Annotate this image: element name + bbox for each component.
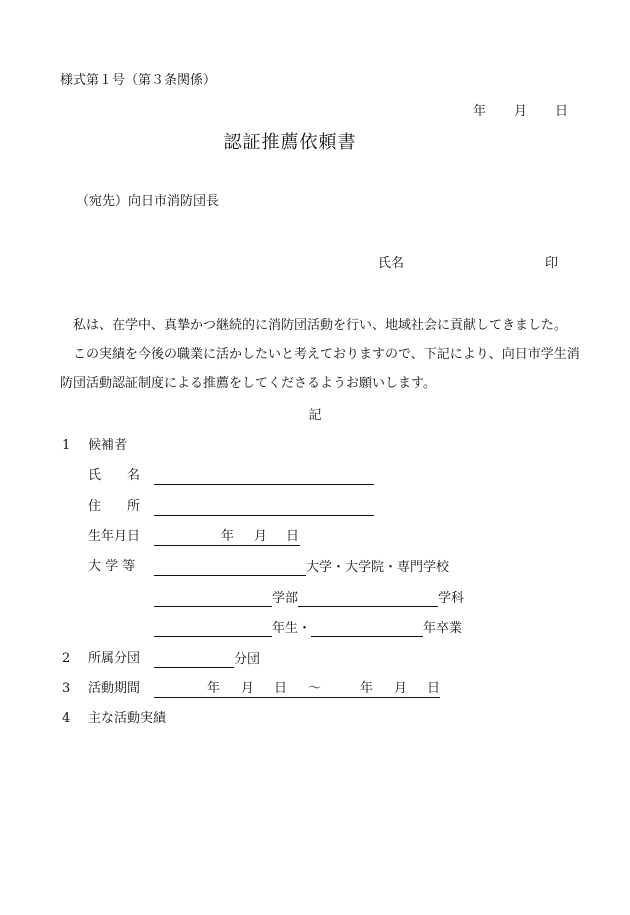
grade-graduation-field[interactable] [154,620,462,637]
applicant-name-label: 氏名 [378,256,405,271]
period-end-month: 月 [394,681,408,696]
seal-label: 印 [545,256,559,271]
period-tilde: ～ [308,681,322,696]
period-end-year: 年 [360,681,374,696]
birthdate-label: 生年月日 [88,529,141,544]
faculty-suffix: 学部 [272,591,299,606]
birth-year-label: 年 [221,529,235,544]
addressee: （宛先）向日市消防団長 [76,194,220,209]
date-month-label: 月 [513,104,527,119]
section-4-number: 4 [62,711,71,726]
birth-day-label: 日 [286,529,300,544]
birth-month-label: 月 [254,529,268,544]
branch-suffix: 分団 [234,652,261,667]
document-title: 認証推薦依頼書 [223,132,357,153]
birthdate-field[interactable] [154,529,300,546]
candidate-address-label: 住 所 [88,499,141,514]
candidate-address-field[interactable] [154,499,374,516]
grade-suffix: 年生・ [272,621,312,636]
graduation-suffix: 年卒業 [423,621,463,636]
form-number: 様式第１号（第３条関係） [60,73,217,88]
body-paragraph-1: 私は、在学中、真摯かつ継続的に消防団活動を行い、地域社会に貢献してきました。 [73,318,568,333]
body-paragraph-2: この実績を今後の職業に活かしたいと考えておりますので、下記により、向日市学生消防団活動認証制度による推薦をしてくださるようお願いします。 [60,347,580,391]
school-field[interactable] [154,559,449,576]
section-2-number: 2 [62,651,71,666]
section-2-label: 所属分団 [88,651,141,666]
school-suffix: 大学・大学院・専門学校 [306,560,450,575]
branch-field[interactable] [154,651,260,668]
section-3-label: 活動期間 [88,681,141,696]
period-start-day: 日 [274,681,288,696]
candidate-name-field[interactable] [154,468,374,485]
ki-heading: 記 [308,408,322,423]
period-end-day: 日 [427,681,441,696]
activity-period-field[interactable] [154,681,440,698]
candidate-name-label: 氏 名 [88,468,141,483]
date-year-label: 年 [472,104,486,119]
section-1-label: 候補者 [88,438,128,453]
section-3-number: 3 [62,681,71,696]
faculty-department-field[interactable] [154,590,464,607]
date-day-label: 日 [554,104,568,119]
period-start-month: 月 [241,681,255,696]
department-suffix: 学科 [438,591,465,606]
section-4-label: 主な活動実績 [88,711,167,726]
period-start-year: 年 [207,681,221,696]
section-1-number: 1 [62,438,71,453]
school-label: 大 学 等 [88,559,136,574]
date-line [473,104,568,120]
